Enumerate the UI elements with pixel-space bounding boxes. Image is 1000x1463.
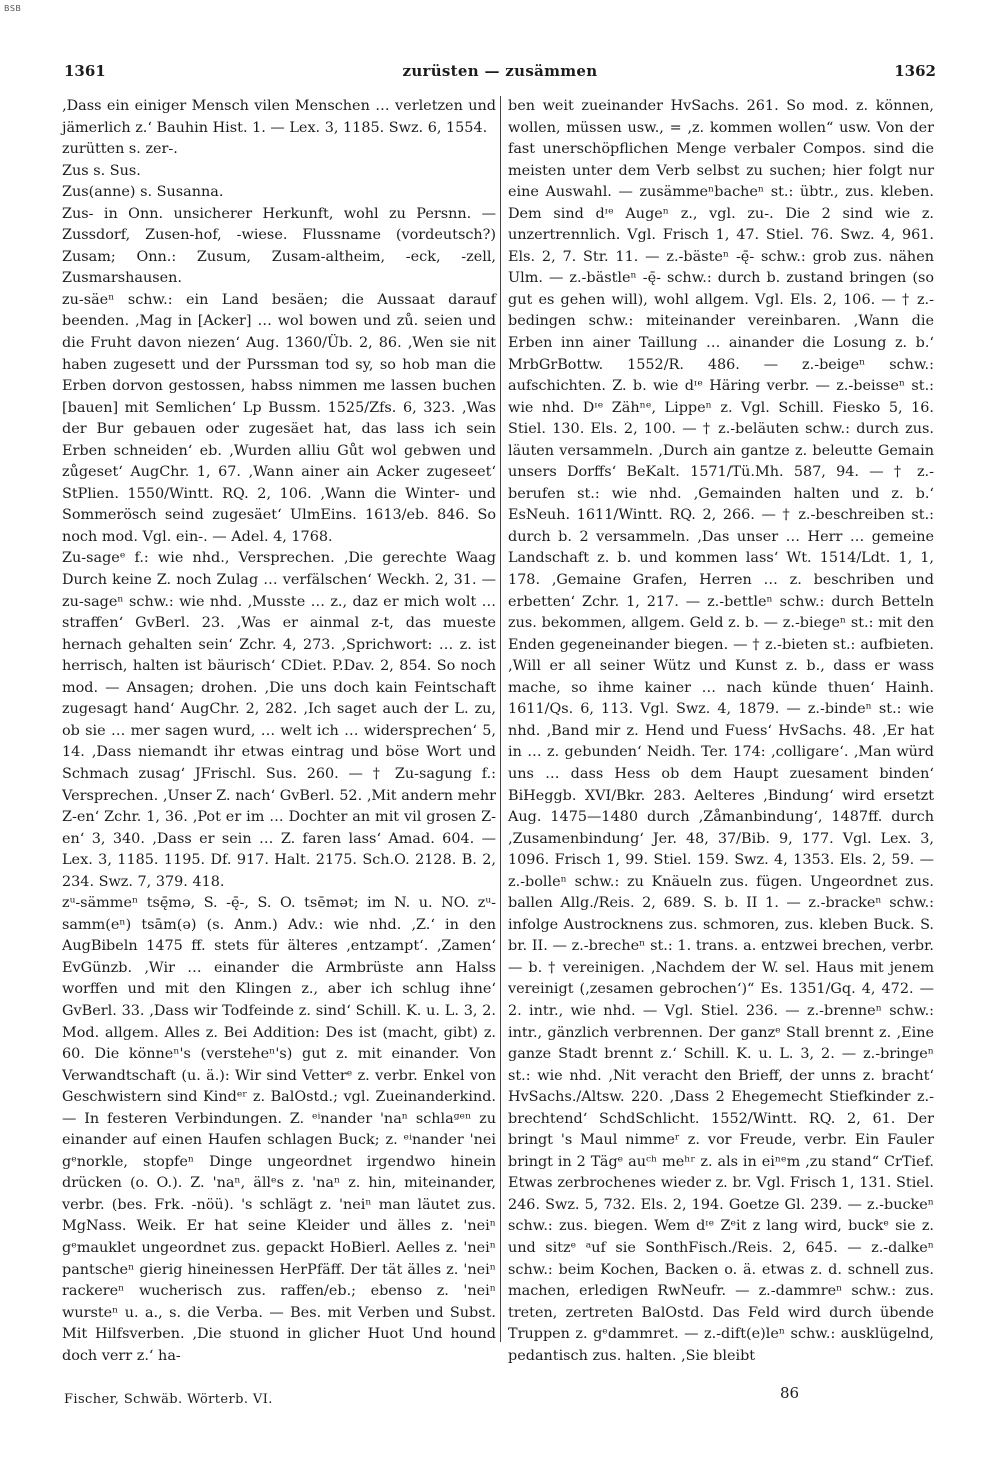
footer-citation: Fischer, Schwäb. Wörterb. VI. xyxy=(64,1392,273,1407)
page-number-right: 1362 xyxy=(894,62,936,80)
entry-paragraph: ‚Dass ein einiger Mensch vilen Menschen … verletzen und jämerlich z.‘ Bauhin Hist. 1. — Lex. 3, 1185. Swz. 6, 1554. xyxy=(62,98,496,136)
entry-paragraph: Zu-sageᵉ f.: wie nhd., Versprechen. ‚Die gerechte Waag Durch keine Z. noch Zulag … verfälschen‘ Weckh. 2, 31. — zu-sageⁿ schw.: wie nhd. ‚Musste … z., daz er mich wolt … straffen‘ GvBerl. 23. ‚Was er ainmal z-t, das mueste hernach gehalten sein‘ Zchr. 4, 273. ‚Sprichwort: … z. ist herrisch, halten ist bäurisch‘ CDiet. P.Dav. 2, 854. So noch mod. — Ansagen; drohen. ‚Die uns doch kain Feintschaft zugesagt hand‘ AugChr. 2, 282. ‚Ich saget auch der L. zu, ob sie … mer sagen wurd, … welt ich … widersprechen‘ 5, 14. ‚Dass niemandt ihr etwas eintrag und böse Wort und Schmach zusag‘ JFrischl. Sus. 260. — † Zu-sagung f.: Versprechen. ‚Unser Z. nach‘ GvBerl. 52. ‚Mit andern mehr Z-en‘ Zchr. 1, 36. ‚Pot er im … Dochter an mit vil grosen Z-en‘ 3, 340. ‚Dass er sein … Z. faren lass‘ Amad. 604. — Lex. 3, 1185. 1195. Df. 917. Halt. 2175. Sch.O. 2128. B. 2, 234. Swz. 7, 379. 418. xyxy=(62,550,496,890)
entry-paragraph: ben weit zueinander HvSachs. 261. So mod. z. können, wollen, müssen usw., = ‚z. kommen wollen“ usw. Von der fast unerschöpflichen Menge verbaler Compos. sind die meisten unter dem Verb selbst zu suchen; hier folgt nur eine Auswahl. — zusämmeⁿbacheⁿ st.: übtr., zus. kleben. Dem sind dᶦᵉ Augeⁿ z., vgl. zu-. Die 2 sind wie z. unzertrennlich. Vgl. Frisch 1, 47. Stiel. 76. Swz. 4, 961. Els. 2, 7. Str. 11. — z.-bästeⁿ -ę̄- schw.: grob zus. nähen Ulm. — z.-bästleⁿ -ę̄- schw.: durch b. zustand bringen (so gut es gehen will), wohl allgem. Vgl. Els. 2, 106. — † z.-bedingen schw.: miteinander vereinbaren. ‚Wann die Erben inn ainer Taillung … ainander die Losung z. b.‘ MrbGrBottw. 1552/R. 486. — z.-beigeⁿ schw.: aufschichten. Z. b. wie dᶦᵉ Häring verbr. — z.-beisseⁿ st.: wie nhd. Dᶦᵉ Zähⁿᵉ, Lippeⁿ z. Vgl. Schill. Fiesko 5, 16. Stiel. 130. Els. 2, 100. — † z.-beläuten schw.: durch zus. läuten versammeln. ‚Durch ain gantze z. beleutte Gemain unsers Dorffs‘ BeKalt. 1571/Tü.Mh. 587, 94. — † z.-berufen st.: wie nhd. ‚Gemainden halten und z. b.‘ EsNeuh. 1611/Wintt. RQ. 2, 266. — † z.-beschreiben st.: durch b. 2 versammeln. ‚Das unser … Herr … gemeine Landschaft z. b. und kommen lass‘ Wt. 1514/Ldt. 1, 1, 178. ‚Gemaine Grafen, Herren … z. beschriben und erbetten‘ Zchr. 1, 217. — z.-bettleⁿ schw.: durch Betteln zus. bekommen, allgem. Geld z. b. — z.-biegeⁿ st.: mit den Enden gegeneinander biegen. — † z.-bieten st.: aufbieten. ‚Will er all seiner Wütz und Kunst z. b., dass er wass mache, so ihme kainer … nach künde thuen‘ Hainh. 1611/Qs. 6, 113. Vgl. Swz. 4, 1879. — z.-bindeⁿ st.: wie nhd. ‚Band mir z. Hend und Fuess‘ HvSachs. 48. ‚Er hat in … z. gebunden‘ Neidh. Ter. 174: ‚colligare‘. ‚Man würd uns … dass Hess ob dem Haupt zuesament binden‘ BiHeggb. XVI/Bkr. 283. Aelteres ‚Bindung‘ wird ersetzt Aug. 1475—1480 durch ‚Zåmanbindung‘, 1487ff. durch ‚Zusamenbindung‘ Jer. 48, 37/Bib. 9, 177. Vgl. Lex. 3, 1096. Frisch 1, 99. Stiel. 159. Swz. 4, 1353. Els. 2, 59. — z.-bolleⁿ schw.: zu Knäueln zus. fügen. Ungeordnet zus. ballen Allg./Reis. 2, 689. S. b. II 1. — z.-brackeⁿ schw.: infolge Austrocknens zus. schmoren, zus. kleben Buck. S. br. II. — z.-brecheⁿ st.: 1. trans. a. entzwei brechen, verbr. — b. † vereinigen. ‚Nachdem der W. sel. Haus mit jenem vereinigt (‚zesamen gebrochen‘)“ Es. 1351/Gq. 4, 472. — 2. intr., wie nhd. — Vgl. Stiel. 236. — z.-brenneⁿ schw.: intr., gänzlich verbrennen. Der ganzᵉ Stall brennt z. ‚Eine ganze Stadt brennt z.‘ Schill. K. u. L. 3, 2. — z.-bringeⁿ st.: wie nhd. ‚Nit veracht den Brieff, der unns z. bracht‘ HvSachs./Altsw. 220. ‚Dass 2 Ehegemecht Stiefkinder z.-brechtend‘ SchdSchlicht. 1552/Wintt. RQ. 2, 61. Der bringt 's Maul nimmeʳ z. vor Freude, verbr. Ein Fauler bringt in 2 Tägᵉ auᶜʰ meʰʳ z. als in eiⁿᵉm ‚zu stand“ CrTief. Etwas zerbrochenes wieder z. br. Vgl. Frisch 1, 131. Stiel. 246. Swz. 5, 732. Els. 2, 194. Goetze Gl. 239. — z.-buckeⁿ schw.: zus. biegen. Wem dᶦᵉ Zᵉit z lang wird, buckᵉ sie z. und sitzᵉ ᵃuf sie SonthFisch./Reis. 2, 645. — z.-dalkeⁿ schw.: beim Kochen, Backen o. ä. etwas z. d. schnell zus. machen, erledigen RwNeufr. — z.-dammreⁿ schw.: zus. treten, zertreten BalOstd. Das Feld wird durch übende Truppen z. gᵉdammret. — z.-dift(e)leⁿ schw.: ausklügelnd, pedantisch zus. halten. ‚Sie bleibt xyxy=(508,98,934,1364)
entry-paragraph: Zus- in Onn. unsicherer Herkunft, wohl zu Persnn. — Zussdorf, Zusen-hof, -wiese. Flussname (vordeutsch?) Zusam; Onn.: Zusum, Zusam-altheim, -eck, -zell, Zusmarshausen. xyxy=(62,205,496,287)
right-column xyxy=(508,96,934,1364)
headword-range: zurüsten — zusämmen xyxy=(402,62,598,80)
page-header xyxy=(64,62,936,84)
library-watermark: BSB xyxy=(4,4,22,13)
entry-paragraph: zᵘ-sämmeⁿ tsę̄mə, S. -ę̄-, S. O. tsēmət; im N. u. NO. zᵘ-samm(eⁿ) tsām(ə) (s. Anm.) Adv.: wie nhd. ‚Z.‘ in den AugBibeln 1475 ff. stets für älteres ‚entzampt‘. ‚Zamen‘ EvGünzb. ‚Wir … einander die Armbrüste ann Halss worffen und mit den Klingen z., aber ich schlug ihne‘ GvBerl. 33. ‚Dass wir Todfeinde z. sind‘ Schill. K. u. L. 3, 2. Mod. allgem. Alles z. Bei Addition: Des ist (macht, gibt) z. 60. Die könneⁿ's (verstehеⁿ's) gut z. mit einander. Von Verwandtschaft (u. ä.): Wir sind Vetterᵉ z. verbr. Enkel von Geschwistern sind Kindᵉʳ z. BalOstd.; vgl. Zueinanderkind. — In festeren Verbindungen. Z. ᵉⁱnander 'naⁿ schlaᵍᵉⁿ zu einander auf einen Haufen schlagen Buck; z. ᵉⁱnander 'nei gᵉnorkle, stopfeⁿ Dinge ungeordnet irgendwo hinein drücken (o. O.). Z. 'naⁿ, ällᵉs z. 'naⁿ z. hin, miteinander, verbr. (bes. Frk. -nöü). 's schlägt z. 'neiⁿ man läutet zus. MgNass. Weik. Er hat seine Kleider und älles z. 'neiⁿ gᵉmauklet ungeordnet zus. gepackt HoBierl. Aelles z. 'neiⁿ pantscheⁿ gierig hineinessen HerPfäff. Der tät älles z. 'neiⁿ rackereⁿ wucherisch zus. raffen/eb.; ebenso z. 'neiⁿ wursteⁿ u. a., s. die Verba. — Bes. mit Verben und Subst. Mit Hilfsverben. ‚Die stuond in glicher Huot Und hound doch verr z.‘ ha- xyxy=(62,895,496,1364)
signature-mark: 86 xyxy=(780,1384,800,1402)
column-divider xyxy=(500,96,501,1342)
page-number-left: 1361 xyxy=(64,62,106,80)
left-column xyxy=(62,96,496,1364)
entry-paragraph: Zus s. Sus. xyxy=(62,162,141,179)
entry-paragraph: zurütten s. zer-. xyxy=(62,141,178,158)
entry-paragraph: Zus(anne) s. Susanna. xyxy=(62,184,224,201)
entry-paragraph: zu-säeⁿ schw.: ein Land besäen; die Aussaat darauf beenden. ‚Mag in [Acker] … wol bowen und zů. seien und die Fruht davon niezen‘ Aug. 1360/Üb. 2, 86. ‚Wen sie nit haben zugesett und der Purssman tod sy, so hob man die Erben dorvon gestossen, habss nimmen me lassen buchen [bauen] mit Semlichen‘ Lp Bussm. 1525/Zfs. 6, 323. ‚Was der Bur gebauen oder zugesäet hat, das lass ich sein Erben schneiden‘ eb. ‚Wurden alliu Gůt wol gebwen und zůgeset‘ AugChr. 1, 67. ‚Wann ainer ain Acker zugeseet‘ StPlien. 1550/Wintt. RQ. 2, 106. ‚Wann die Winter- und Sommerösch seind zugesäet‘ UlmEins. 1613/eb. 846. So noch mod. Vgl. ein-. — Adel. 4, 1768. xyxy=(62,291,496,545)
